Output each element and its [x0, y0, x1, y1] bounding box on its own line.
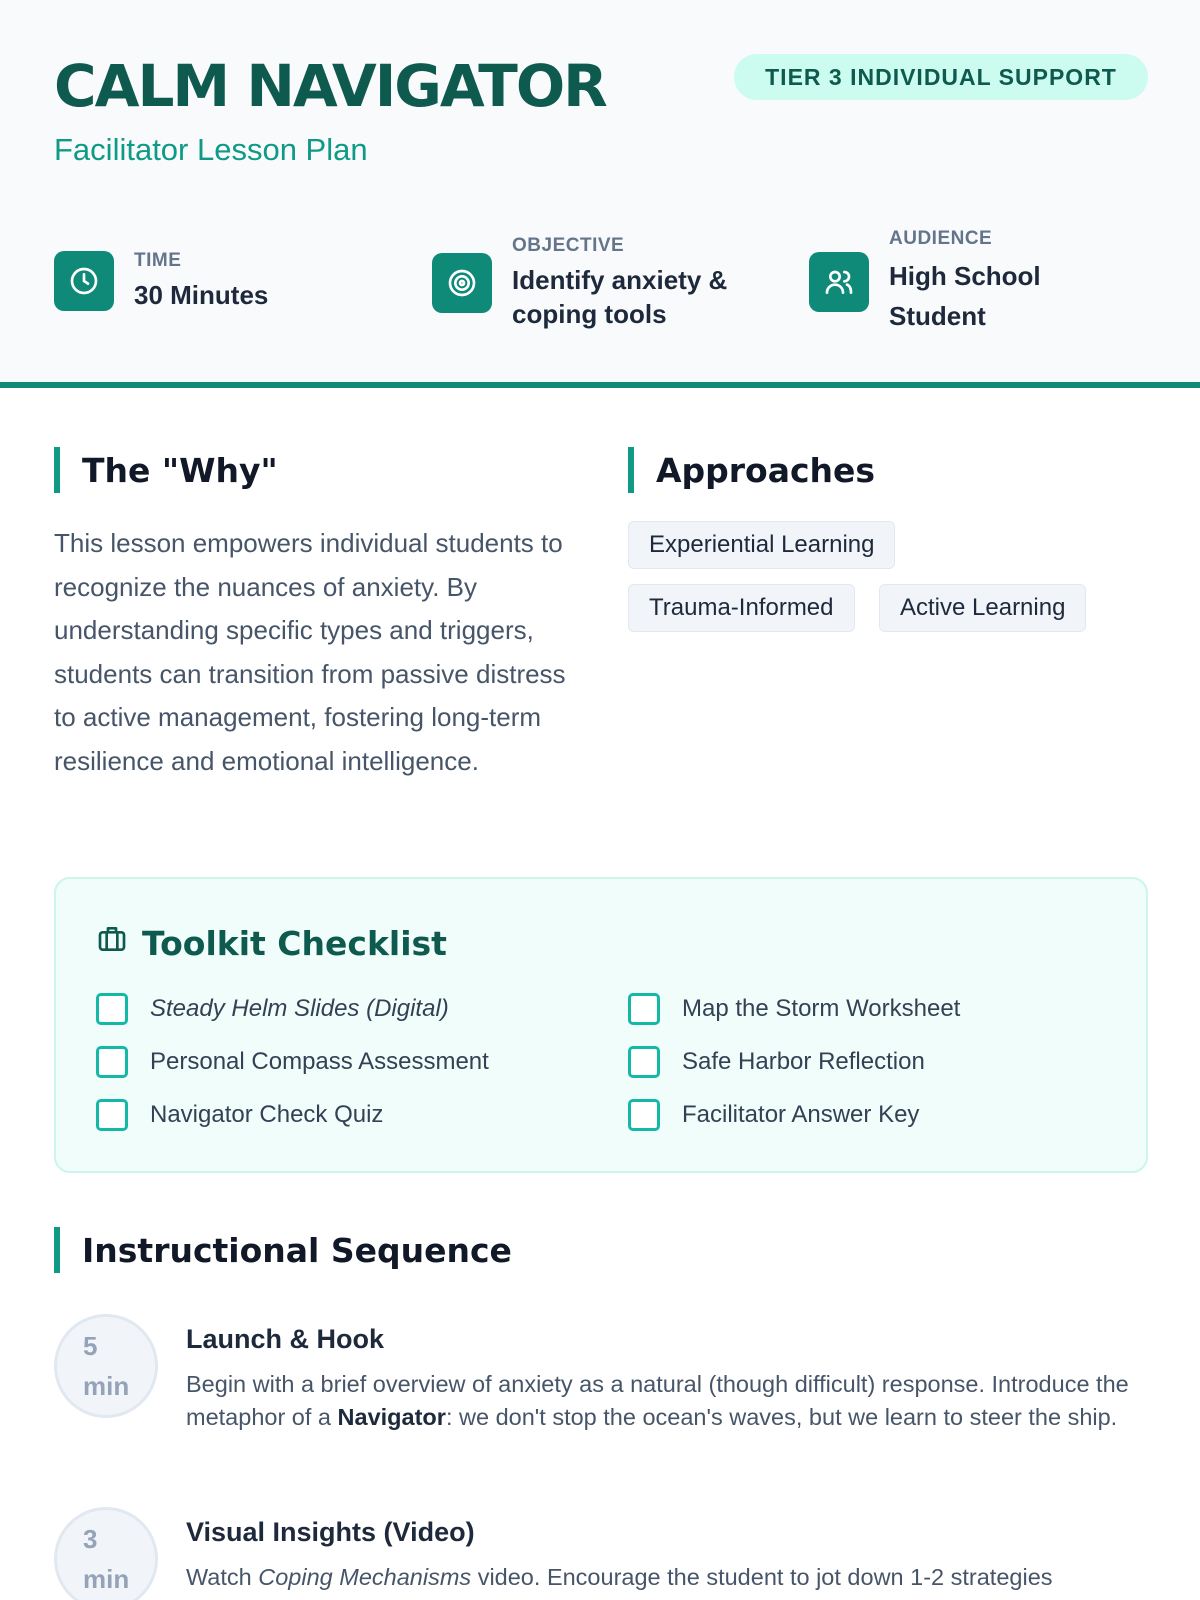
step-unit: min	[83, 1564, 130, 1594]
meta-audience-value-line2: Student	[889, 301, 986, 331]
toolkit-item-label: Navigator Check Quiz	[150, 1101, 384, 1128]
step-description: Watch Coping Mechanisms video. Encourage the student to jot down 1-2 strategies	[186, 1564, 1053, 1590]
toolkit-item-label: Map the Storm Worksheet	[682, 995, 961, 1022]
checkbox[interactable]	[628, 1046, 660, 1078]
toolkit-heading	[96, 923, 447, 963]
toolkit-item[interactable]	[628, 1046, 925, 1078]
step-minutes: 5	[83, 1331, 98, 1361]
checkbox[interactable]	[96, 1046, 128, 1078]
toolkit-item-label: Personal Compass Assessment	[150, 1048, 489, 1075]
toolkit-item[interactable]	[96, 1099, 383, 1131]
page-subtitle: Facilitator Lesson Plan	[54, 132, 368, 167]
toolkit-item[interactable]	[628, 1099, 919, 1131]
why-heading: The "Why"	[54, 447, 278, 493]
header	[0, 0, 1200, 388]
approach-chip-trauma-informed: Trauma-Informed	[628, 584, 855, 632]
toolkit-heading-label: Toolkit Checklist	[142, 923, 447, 963]
toolkit-item[interactable]	[628, 993, 960, 1025]
checkbox[interactable]	[628, 1099, 660, 1131]
meta-time	[54, 250, 268, 312]
tier-badge: TIER 3 INDIVIDUAL SUPPORT	[734, 54, 1148, 100]
meta-objective-value-line2: coping tools	[512, 299, 667, 329]
toolkit-item[interactable]	[96, 993, 449, 1025]
page-title: CALM NAVIGATOR	[54, 52, 606, 120]
approach-chip-active: Active Learning	[879, 584, 1086, 632]
checkbox[interactable]	[628, 993, 660, 1025]
checkbox[interactable]	[96, 1099, 128, 1131]
checkbox[interactable]	[96, 993, 128, 1025]
approaches-heading: Approaches	[628, 447, 875, 493]
step-title: Launch & Hook	[186, 1324, 385, 1354]
why-text: This lesson empowers individual students to recognize the nuances of anxiety. By understanding specific types and triggers, students can transition from passive distress to active management, fostering long-term resilience and emotional intelligence.	[54, 528, 566, 776]
toolkit-panel	[54, 877, 1148, 1173]
briefcase-icon	[96, 923, 142, 963]
toolkit-item-label: Steady Helm Slides (Digital)	[150, 995, 449, 1022]
step-duration	[54, 1507, 158, 1600]
meta-time-value: 30 Minutes	[134, 280, 269, 310]
clock-icon	[54, 251, 114, 311]
meta-objective	[432, 235, 727, 331]
meta-time-label: TIME	[134, 250, 182, 271]
meta-objective-value-line1: Identify anxiety &	[512, 265, 728, 295]
sequence-heading: Instructional Sequence	[54, 1227, 512, 1273]
meta-audience-label: AUDIENCE	[889, 228, 993, 249]
meta-audience-value-line1: High School	[889, 261, 1041, 291]
meta-audience	[809, 228, 1041, 336]
target-icon	[432, 253, 492, 313]
approach-chip-experiential: Experiential Learning	[628, 521, 895, 569]
users-icon	[809, 252, 869, 312]
step-unit: min	[83, 1371, 130, 1401]
step-duration	[54, 1314, 158, 1418]
toolkit-item-label: Safe Harbor Reflection	[682, 1048, 925, 1075]
toolkit-item-label: Facilitator Answer Key	[682, 1101, 920, 1128]
meta-objective-label: OBJECTIVE	[512, 235, 625, 256]
step-minutes: 3	[83, 1524, 98, 1554]
toolkit-item[interactable]	[96, 1046, 489, 1078]
step-title: Visual Insights (Video)	[186, 1517, 475, 1547]
step-description: Begin with a brief overview of anxiety as a natural (though difficult) response. Introduce the metaphor of a Navigator: we don't stop the ocean's waves, but we learn to steer the ship.	[186, 1371, 1129, 1430]
